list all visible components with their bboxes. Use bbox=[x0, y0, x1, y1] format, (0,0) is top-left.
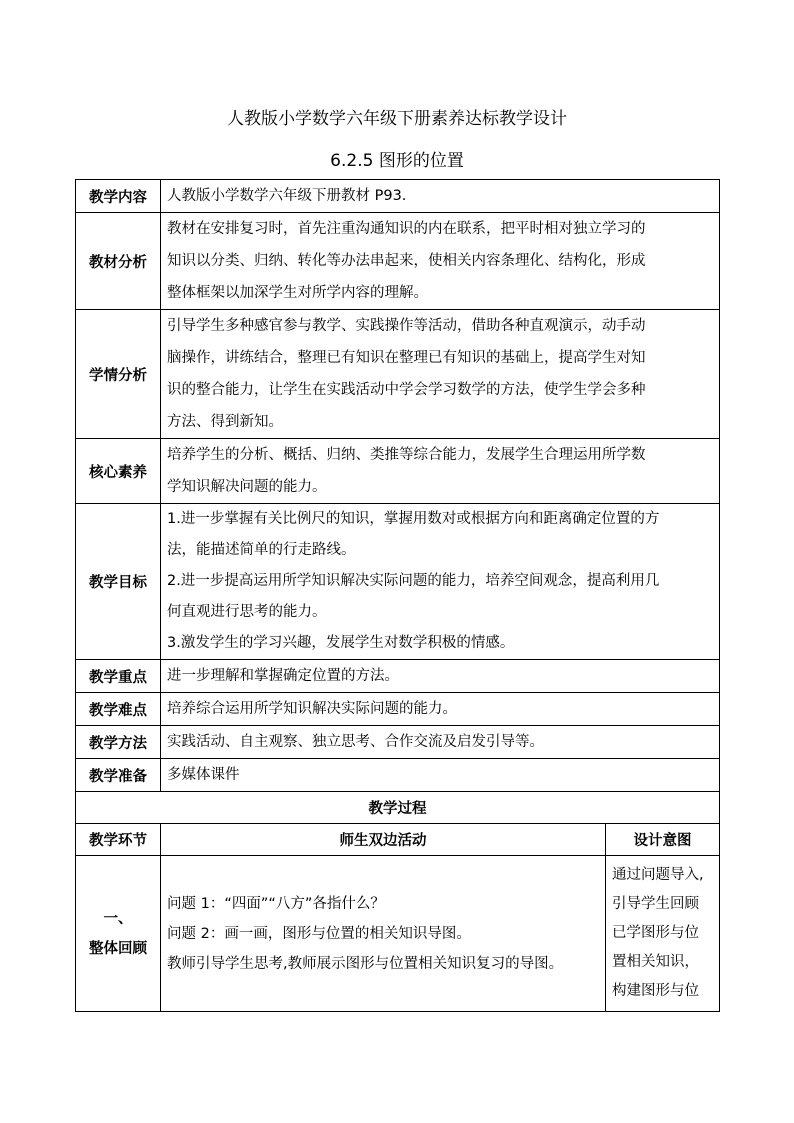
stage-1-intent bbox=[606, 856, 720, 1012]
value-material-analysis bbox=[161, 213, 720, 310]
process-heading: 教学过程 bbox=[76, 792, 720, 824]
row-teaching-goals bbox=[76, 504, 720, 660]
label-student-analysis: 学情分析 bbox=[76, 310, 161, 439]
activity-line: 问题 1：“四面”“八方”各指什么？ bbox=[167, 895, 385, 912]
label-difficulty: 教学难点 bbox=[76, 693, 161, 726]
text-line: 学知识解决问题的能力。 bbox=[167, 479, 327, 495]
text-line: 1.进一步掌握有关比例尺的知识，掌握用数对或根据方向和距离确定位置的方 bbox=[167, 511, 660, 527]
value-teaching-prep: 多媒体课件 bbox=[161, 759, 720, 792]
text-line: 2.进一步提高运用所学知识解决实际问题的能力，培养空间观念，提高利用几 bbox=[167, 573, 660, 589]
row-teaching-method bbox=[76, 726, 720, 759]
text-line: 整体框架以加深学生对所学内容的理解。 bbox=[167, 285, 428, 301]
label-key-point: 教学重点 bbox=[76, 660, 161, 693]
column-header-stage: 教学环节 bbox=[76, 824, 161, 856]
column-header-intent: 设计意图 bbox=[606, 824, 720, 856]
stage-name: 整体回顾 bbox=[89, 940, 147, 957]
text-line: 何直观进行思考的能力。 bbox=[167, 604, 327, 620]
row-key-point bbox=[76, 660, 720, 693]
row-difficulty bbox=[76, 693, 720, 726]
stage-number: 一、 bbox=[103, 910, 133, 927]
row-process-heading bbox=[76, 792, 720, 824]
value-difficulty: 培养综合运用所学知识解决实际问题的能力。 bbox=[161, 693, 720, 726]
intent-line: 引导学生回顾 bbox=[612, 896, 699, 912]
text-line: 知识以分类、归纳、转化等办法串起来，使相关内容条理化、结构化，形成 bbox=[167, 253, 646, 269]
value-teaching-method: 实践活动、自主观察、独立思考、合作交流及启发引导等。 bbox=[161, 726, 720, 759]
label-teaching-content: 教学内容 bbox=[76, 180, 161, 213]
activity-line: 教师引导学生思考,教师展示图形与位置相关知识复习的导图。 bbox=[167, 955, 564, 972]
text-line: 识的整合能力，让学生在实践活动中学会学习数学的方法，使学生学会多种 bbox=[167, 382, 646, 398]
row-core-literacy bbox=[76, 439, 720, 504]
label-teaching-goals: 教学目标 bbox=[76, 504, 161, 660]
stage-1-activity bbox=[161, 856, 606, 1012]
label-core-literacy: 核心素养 bbox=[76, 439, 161, 504]
column-header-activity: 师生双边活动 bbox=[161, 824, 606, 856]
intent-line: 置相关知识， bbox=[612, 954, 699, 970]
row-teaching-content bbox=[76, 180, 720, 213]
value-teaching-content: 人教版小学数学六年级下册教材 P93. bbox=[161, 180, 720, 213]
value-teaching-goals bbox=[161, 504, 720, 660]
text-line: 法，能描述简单的行走路线。 bbox=[167, 542, 356, 558]
lesson-plan-table bbox=[75, 179, 720, 1012]
value-key-point: 进一步理解和掌握确定位置的方法。 bbox=[161, 660, 720, 693]
label-teaching-prep: 教学准备 bbox=[76, 759, 161, 792]
activity-line: 问题 2：画一画，图形与位置的相关知识导图。 bbox=[167, 925, 471, 942]
text-line: 培养学生的分析、概括、归纳、类推等综合能力，发展学生合理运用所学数 bbox=[167, 447, 646, 463]
label-teaching-method: 教学方法 bbox=[76, 726, 161, 759]
row-process-columns bbox=[76, 824, 720, 856]
stage-1-label bbox=[76, 856, 161, 1012]
row-stage-1 bbox=[76, 856, 720, 1012]
text-line: 脑操作，讲练结合，整理已有知识在整理已有知识的基础上，提高学生对知 bbox=[167, 350, 646, 366]
value-student-analysis bbox=[161, 310, 720, 439]
intent-line: 构建图形与位 bbox=[612, 983, 699, 999]
text-line: 引导学生多种感官参与教学、实践操作等活动，借助各种直观演示，动手动 bbox=[167, 318, 646, 334]
lesson-subtitle: 6.2.5 图形的位置 bbox=[330, 151, 464, 171]
document-title: 人教版小学数学六年级下册素养达标教学设计 bbox=[227, 109, 567, 129]
text-line: 方法、得到新知。 bbox=[167, 414, 283, 430]
row-student-analysis bbox=[76, 310, 720, 439]
row-material-analysis bbox=[76, 213, 720, 310]
value-core-literacy bbox=[161, 439, 720, 504]
text-line: 教材在安排复习时，首先注重沟通知识的内在联系，把平时相对独立学习的 bbox=[167, 221, 646, 237]
label-material-analysis: 教材分析 bbox=[76, 213, 161, 310]
intent-line: 已学图形与位 bbox=[612, 925, 699, 941]
row-teaching-prep bbox=[76, 759, 720, 792]
intent-line: 通过问题导入, bbox=[612, 867, 704, 883]
text-line: 3.激发学生的学习兴趣，发展学生对数学积极的情感。 bbox=[167, 635, 515, 651]
